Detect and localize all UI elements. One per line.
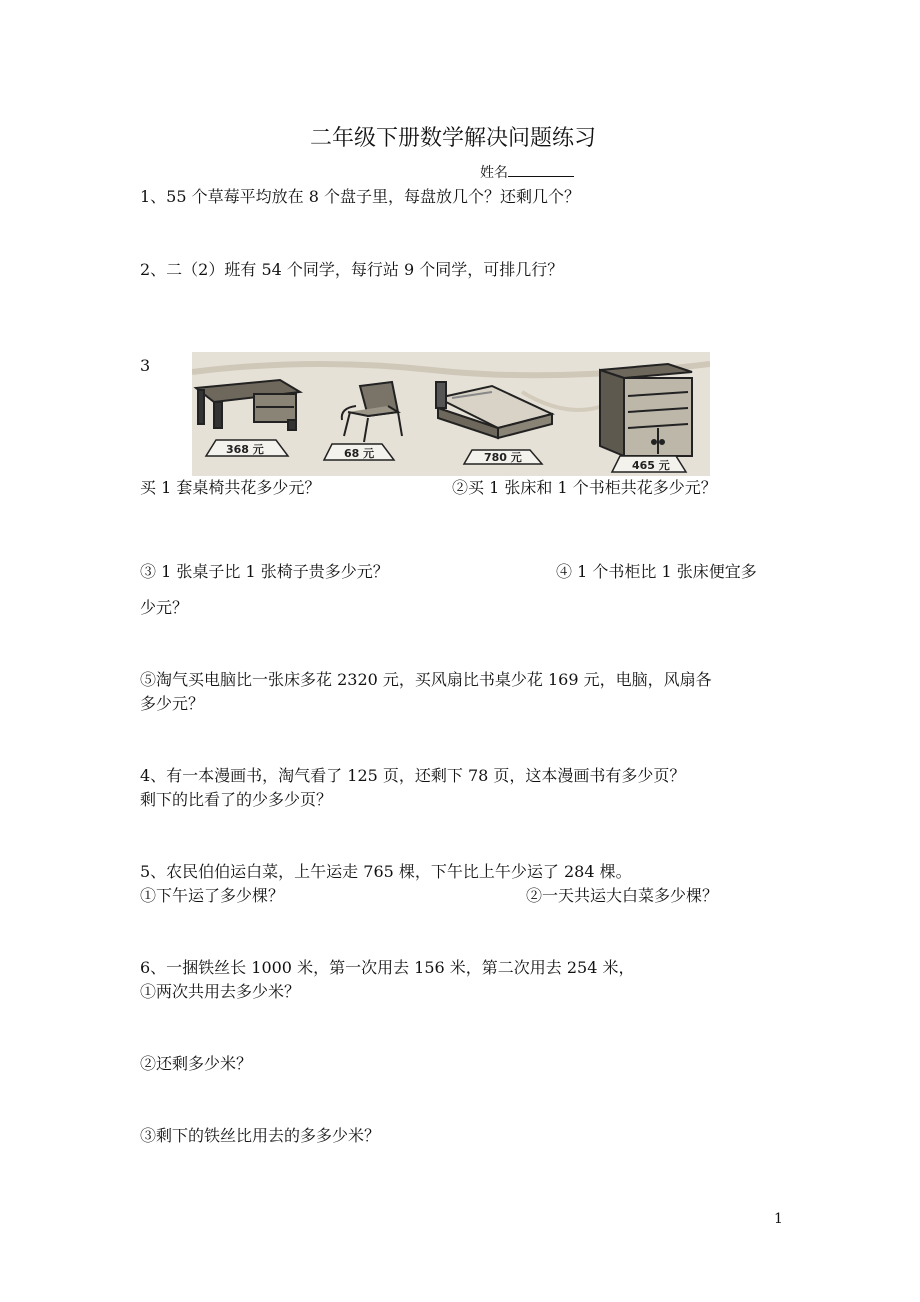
- question-3-sub-5-line-1: ⑤淘气买电脑比一张床多花 2320 元，买风扇比书桌少花 169 元，电脑，风扇各: [140, 670, 712, 689]
- name-field-label: [480, 162, 574, 182]
- price-label-chair: 68 元: [344, 447, 375, 460]
- question-3-sub-2: ②买 1 张床和 1 个书柜共花多少元？: [452, 478, 717, 497]
- question-3-sub-5-line-2: 多少元？: [140, 694, 205, 713]
- question-5-sub-2: ②一天共运大白菜多少棵？: [526, 886, 719, 905]
- name-label: 姓名: [480, 165, 508, 181]
- bookshelf-icon: [600, 364, 692, 456]
- question-6-sub-2: ②还剩多少米？: [140, 1054, 253, 1073]
- question-6-sub-3: ③剩下的铁丝比用去的多多少米？: [140, 1126, 381, 1145]
- question-1: 1、55 个草莓平均放在 8 个盘子里，每盘放几个？还剩几个？: [140, 187, 580, 206]
- question-3-sub-1: 买 1 套桌椅共花多少元？: [140, 478, 321, 497]
- page-title: 二年级下册数学解决问题练习: [310, 126, 597, 151]
- question-6-sub-1: ①两次共用去多少米？: [140, 982, 301, 1001]
- question-6-line-1: 6、一捆铁丝长 1000 米，第一次用去 156 米，第二次用去 254 米，: [140, 958, 635, 977]
- question-3-number: 3: [140, 356, 151, 375]
- question-3-sub-3: ③ 1 张桌子比 1 张椅子贵多少元？: [140, 562, 389, 581]
- price-label-bed: 780 元: [484, 451, 522, 464]
- furniture-price-illustration: [192, 352, 710, 476]
- page-number: 1: [774, 1211, 783, 1227]
- question-4-line-1: 4、有一本漫画书，淘气看了 125 页，还剩下 78 页，这本漫画书有多少页？: [140, 766, 686, 785]
- price-label-desk: 368 元: [226, 443, 264, 456]
- question-5-line-1: 5、农民伯伯运白菜，上午运走 765 棵，下午比上午少运了 284 棵。: [140, 862, 632, 881]
- question-4-line-2: 剩下的比看了的少多少页？: [140, 790, 333, 809]
- price-label-bookshelf: 465 元: [632, 459, 670, 472]
- question-3-sub-4-line-2: 少元？: [140, 598, 189, 617]
- question-5-sub-1: ①下午运了多少棵？: [140, 886, 285, 905]
- question-2: 2、二（2）班有 54 个同学，每行站 9 个同学，可排几行？: [140, 260, 564, 279]
- name-blank[interactable]: [508, 162, 574, 177]
- question-3-sub-4-line-1: ④ 1 个书柜比 1 张床便宜多: [556, 562, 757, 581]
